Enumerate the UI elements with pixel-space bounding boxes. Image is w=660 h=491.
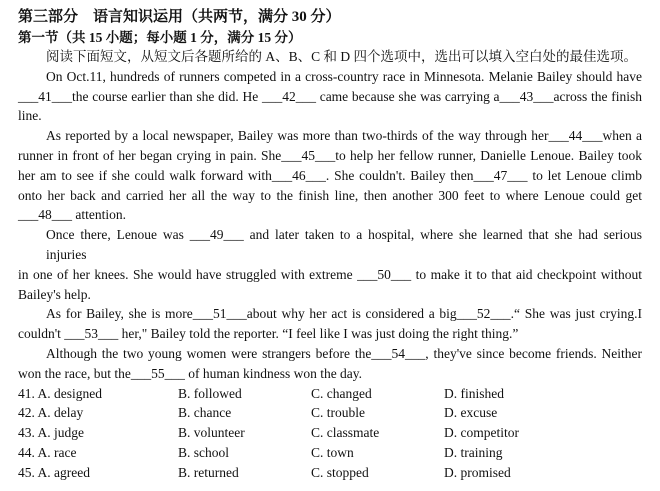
question-options-row [18,423,642,443]
instructions: 阅读下面短文，从短文后各题所给的 A、B、C 和 D 四个选项中，选出可以填入空白处的最佳选项。 [46,49,638,64]
option-choice: 43. A. judge [18,425,84,441]
option-choice: B. returned [178,464,239,480]
passage-line: On Oct.11, hundreds of runners competed in a cross-country race in Minnesota. Melanie Bailey should have [46,68,642,84]
option-choice: B. chance [178,405,232,421]
section-heading: 第一节（共 15 小题；每小题 1 分，满分 15 分） [18,30,302,45]
passage [18,67,642,384]
option-choice: C. classmate [311,425,380,441]
option-choice: 41. A. designed [18,385,102,401]
passage-line: ___41___the course earlier than she did. He ___42___ came because she was carrying a___43___across the finish [18,88,642,104]
option-choice: C. changed [311,385,372,401]
passage-line: runner in front of her began crying in pain. She___45___to help her fellow runner, Danielle Lenoue. Bailey took [18,147,642,163]
passage-line: ___48___ attention. [18,207,126,223]
passage-line: in one of her knees. She would have struggled with extreme ___50___ to make it to that aid checkpoint without [18,266,642,282]
option-choice: D. competitor [444,425,519,441]
option-choice: B. followed [178,385,242,401]
option-choice: C. town [311,444,354,460]
option-choice: C. stopped [311,464,369,480]
passage-line: line. [18,108,42,124]
passage-line: Once there, Lenoue was ___49___ and later taken to a hospital, where she learned that she had serious injuries [46,227,642,262]
option-choice: 44. A. race [18,444,77,460]
passage-line: won the race, but the___55___ of human kindness won the day. [18,365,363,381]
option-choice: B. volunteer [178,425,245,441]
passage-line: Bailey's help. [18,286,91,302]
option-choice: D. finished [444,385,504,401]
question-options-row [18,463,642,483]
cloze-test-document [18,6,642,491]
question-options-row [18,403,642,423]
option-choice: C. trouble [311,405,365,421]
option-choice: D. training [444,444,503,460]
question-options-row [18,443,642,463]
passage-line: Although the two young women were strangers before the___54___, they've since become friends. Neither [46,345,642,361]
option-choice: B. school [178,444,230,460]
passage-line: As for Bailey, she is more___51___about why her act is considered a big___52___.“ She was just crying.I [46,306,642,322]
passage-line: couldn't ___53___ her," Bailey told the reporter. “I feel like I was just doing the right thing.” [18,326,519,342]
passage-line: As reported by a local newspaper, Bailey was more than two-thirds of the way through her___44___when a [46,128,642,144]
passage-line: her am to see if she could walk forward with___46___. She couldn't. Bailey then___47___ to let Lenoue climb [18,167,642,183]
question-options-row [18,384,642,404]
passage-line: onto her back and carried her all the way to the finish line, then another 300 feet to where Lenoue could get [18,187,642,203]
option-choice: D. promised [444,464,511,480]
options-list [18,384,642,483]
part-heading: 第三部分 语言知识运用（共两节，满分 30 分） [18,9,341,25]
option-choice: 45. A. agreed [18,464,90,480]
option-choice: D. excuse [444,405,498,421]
option-choice: 42. A. delay [18,405,84,421]
